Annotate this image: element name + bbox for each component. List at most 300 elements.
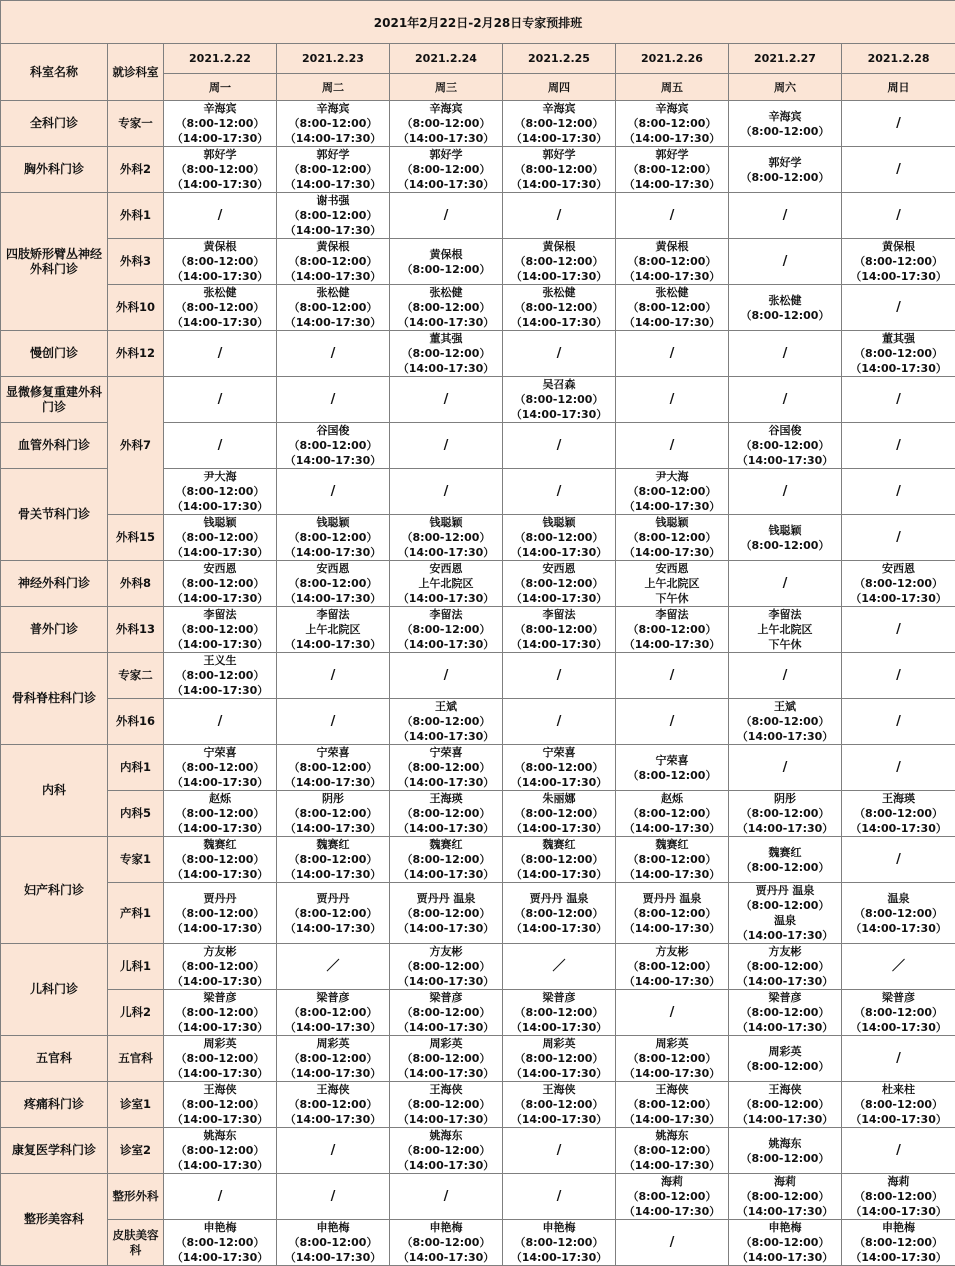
schedule-cell [390,193,503,239]
schedule-cell [503,653,616,699]
schedule-time: （14:00-17:30） [277,177,389,192]
doctor-name: / [616,1235,728,1250]
schedule-time: （8:00-12:00） [503,254,615,269]
doctor-name: / [164,1189,276,1204]
schedule-time: （8:00-12:00） [390,959,502,974]
schedule-time: （8:00-12:00） [729,714,841,729]
schedule-time: （8:00-12:00） [503,852,615,867]
schedule-time: （14:00-17:30） [842,1250,955,1265]
schedule-cell [842,377,955,423]
schedule-time: 下午休 [616,591,728,606]
schedule-time: （8:00-12:00） [729,806,841,821]
doctor-name: / [390,438,502,453]
schedule-time: （8:00-12:00） [616,1189,728,1204]
schedule-cell [842,515,955,561]
schedule-time: （14:00-17:30） [390,131,502,146]
room-name: 内科1 [108,745,164,791]
schedule-time: （8:00-12:00） [390,1097,502,1112]
schedule-cell [729,147,842,193]
schedule-time: （14:00-17:30） [842,1112,955,1127]
schedule-cell [164,745,277,791]
schedule-time: （8:00-12:00） [842,1097,955,1112]
schedule-time: （8:00-12:00） [390,622,502,637]
doctor-name: 谷国俊 [277,423,389,438]
schedule-cell [729,515,842,561]
schedule-cell [277,990,390,1036]
doctor-name: 李留法 [616,607,728,622]
schedule-time: （8:00-12:00） [729,1059,841,1074]
dept-name: 血管外科门诊 [1,423,108,469]
doctor-name: 钱聪颖 [616,515,728,530]
doctor-name: 郭好学 [616,147,728,162]
schedule-time: （8:00-12:00） [277,1051,389,1066]
doctor-name: 方友彬 [729,944,841,959]
schedule-cell [503,1220,616,1266]
doctor-name: 梁普彦 [164,990,276,1005]
schedule-time: （8:00-12:00） [277,116,389,131]
schedule-cell [616,837,729,883]
schedule-cell [277,791,390,837]
schedule-cell [277,653,390,699]
doctor-name: / [616,208,728,223]
doctor-name: 周彩英 [616,1036,728,1051]
schedule-time: （14:00-17:30） [277,269,389,284]
dept-name: 内科 [1,745,108,837]
doctor-name: / [616,438,728,453]
schedule-time: （8:00-12:00） [616,530,728,545]
schedule-cell [503,990,616,1036]
schedule-time: （8:00-12:00） [729,124,841,139]
schedule-cell [277,101,390,147]
room-name: 外科7 [108,377,164,515]
schedule-time: （8:00-12:00） [164,1143,276,1158]
dept-name: 儿科门诊 [1,944,108,1036]
schedule-time: （14:00-17:30） [616,499,728,514]
schedule-cell [729,653,842,699]
schedule-time: （8:00-12:00） [164,484,276,499]
schedule-time: （14:00-17:30） [390,1250,502,1265]
schedule-time: （8:00-12:00） [842,576,955,591]
doctor-name: / [277,714,389,729]
schedule-cell [164,883,277,944]
dept-header: 科室名称 [1,44,108,101]
schedule-cell [842,1036,955,1082]
dept-name: 慢创门诊 [1,331,108,377]
doctor-name: / [842,530,955,545]
schedule-row [1,331,955,377]
schedule-time: （14:00-17:30） [164,775,276,790]
schedule-row [1,607,955,653]
doctor-name: / [503,668,615,683]
doctor-name: 王义生 [164,653,276,668]
schedule-time: （8:00-12:00） [164,254,276,269]
schedule-time: （14:00-17:30） [390,545,502,560]
schedule-time: （14:00-17:30） [503,545,615,560]
date-header: 2021.2.28 [842,44,955,74]
weekday-header: 周五 [616,74,729,101]
schedule-cell [842,1220,955,1266]
schedule-time: （14:00-17:30） [503,1066,615,1081]
schedule-cell [277,331,390,377]
schedule-time: （8:00-12:00） [616,959,728,974]
schedule-time: （8:00-12:00） [729,1235,841,1250]
doctor-name: / [390,1189,502,1204]
doctor-name: 阴彤 [729,791,841,806]
schedule-cell [277,193,390,239]
doctor-name: 魏赛红 [390,837,502,852]
schedule-cell [842,469,955,515]
doctor-name: 魏赛红 [277,837,389,852]
schedule-time: （14:00-17:30） [729,1112,841,1127]
schedule-cell [729,331,842,377]
schedule-time: （14:00-17:30） [616,315,728,330]
schedule-row [1,285,955,331]
schedule-time: （8:00-12:00） [729,438,841,453]
schedule-time: （14:00-17:30） [729,974,841,989]
schedule-time: （14:00-17:30） [390,315,502,330]
schedule-time: （8:00-12:00） [842,1005,955,1020]
schedule-time: （14:00-17:30） [164,974,276,989]
schedule-row [1,699,955,745]
dept-name: 普外门诊 [1,607,108,653]
schedule-time: （8:00-12:00） [277,576,389,591]
doctor-name: 张松健 [277,285,389,300]
doctor-name: 黄保根 [390,247,502,262]
doctor-name: 李留法 [729,607,841,622]
schedule-time: （14:00-17:30） [277,131,389,146]
doctor-name: 王海侠 [729,1082,841,1097]
schedule-cell [729,469,842,515]
doctor-name: / [277,1143,389,1158]
doctor-name: / [277,1189,389,1204]
room-name: 外科13 [108,607,164,653]
doctor-name: 辛海宾 [164,101,276,116]
schedule-cell [729,1082,842,1128]
schedule-cell [616,423,729,469]
schedule-row [1,101,955,147]
schedule-time: （14:00-17:30） [616,867,728,882]
schedule-time: （14:00-17:30） [616,1112,728,1127]
doctor-name: 王海侠 [277,1082,389,1097]
doctor-name: / [842,714,955,729]
schedule-cell [729,239,842,285]
schedule-time: （8:00-12:00） [616,1097,728,1112]
doctor-name: 姚海东 [390,1128,502,1143]
doctor-name: 钱聪颖 [729,523,841,538]
schedule-time: （8:00-12:00） [842,1189,955,1204]
schedule-row [1,1082,955,1128]
doctor-name: 申艳梅 [164,1220,276,1235]
doctor-name: 安西恩 [390,561,502,576]
schedule-time: （14:00-17:30） [390,591,502,606]
schedule-time: （8:00-12:00） [616,852,728,867]
date-header: 2021.2.24 [390,44,503,74]
schedule-time: （8:00-12:00） [503,530,615,545]
schedule-cell [164,101,277,147]
schedule-time: （14:00-17:30） [164,177,276,192]
schedule-time: （14:00-17:30） [503,591,615,606]
doctor-name: 安西恩 [277,561,389,576]
doctor-name: / [503,438,615,453]
doctor-name: 姚海东 [616,1128,728,1143]
schedule-row [1,193,955,239]
doctor-name: 尹大海 [616,469,728,484]
room-name: 皮肤美容科 [108,1220,164,1266]
doctor-name: 温泉 [842,891,955,906]
room-name: 外科3 [108,239,164,285]
schedule-time: （14:00-17:30） [842,591,955,606]
schedule-cell [842,699,955,745]
doctor-name: 郭好学 [390,147,502,162]
schedule-cell [729,377,842,423]
doctor-name: / [842,392,955,407]
doctor-name: 黄保根 [164,239,276,254]
schedule-cell [729,285,842,331]
schedule-time: （14:00-17:30） [503,637,615,652]
schedule-time: （14:00-17:30） [842,1204,955,1219]
schedule-time: （14:00-17:30） [390,1020,502,1035]
schedule-cell [164,193,277,239]
schedule-time: 上午北院区 [390,576,502,591]
schedule-row [1,377,955,423]
schedule-cell [164,239,277,285]
doctor-name: / [503,484,615,499]
schedule-time: （8:00-12:00） [842,1235,955,1250]
doctor-name: 周彩英 [390,1036,502,1051]
doctor-name: 方友彬 [616,944,728,959]
schedule-time: （8:00-12:00） [503,392,615,407]
schedule-time: （8:00-12:00） [164,1005,276,1020]
schedule-cell [164,1082,277,1128]
room-name: 专家一 [108,101,164,147]
doctor-name: / [616,1005,728,1020]
schedule-cell [503,1036,616,1082]
schedule-time: 上午北院区 [729,622,841,637]
doctor-name: 王海侠 [616,1082,728,1097]
schedule-cell [164,515,277,561]
schedule-cell [503,791,616,837]
schedule-time: （14:00-17:30） [390,974,502,989]
schedule-cell [842,101,955,147]
schedule-time: （14:00-17:30） [390,775,502,790]
schedule-time: （14:00-17:30） [277,1066,389,1081]
schedule-cell [842,990,955,1036]
schedule-cell [503,193,616,239]
doctor-name: / [729,254,841,269]
schedule-row [1,1174,955,1220]
doctor-name: 张松健 [164,285,276,300]
schedule-time: （8:00-12:00） [164,1235,276,1250]
schedule-time: （8:00-12:00） [164,959,276,974]
doctor-name: / [503,346,615,361]
schedule-cell [277,745,390,791]
schedule-cell [729,101,842,147]
doctor-name: 王斌 [729,699,841,714]
schedule-time: （14:00-17:30） [503,269,615,284]
doctor-name: 安西恩 [616,561,728,576]
schedule-time: （8:00-12:00） [729,898,841,913]
schedule-time: （8:00-12:00） [616,484,728,499]
schedule-time: （8:00-12:00） [616,768,728,783]
schedule-time: （8:00-12:00） [277,760,389,775]
schedule-time: （8:00-12:00） [164,162,276,177]
doctor-name: 张松健 [729,293,841,308]
schedule-time: （14:00-17:30） [729,821,841,836]
doctor-name: / [842,852,955,867]
schedule-time: （14:00-17:30） [390,637,502,652]
doctor-name: 申艳梅 [842,1220,955,1235]
date-header: 2021.2.22 [164,44,277,74]
schedule-time: （14:00-17:30） [503,315,615,330]
schedule-time: （8:00-12:00） [390,906,502,921]
schedule-time: （8:00-12:00） [390,262,502,277]
schedule-cell [729,1174,842,1220]
schedule-time: （8:00-12:00） [729,959,841,974]
dept-name: 疼痛科门诊 [1,1082,108,1128]
schedule-cell [277,837,390,883]
doctor-name: / [729,346,841,361]
doctor-name: 宁荣喜 [164,745,276,760]
schedule-time: （14:00-17:30） [164,131,276,146]
schedule-time: （14:00-17:30） [277,1250,389,1265]
schedule-cell [503,561,616,607]
schedule-cell [616,699,729,745]
doctor-name: 宁荣喜 [277,745,389,760]
schedule-row [1,791,955,837]
schedule-time: （8:00-12:00） [729,860,841,875]
schedule-time: （8:00-12:00） [164,1097,276,1112]
schedule-time: （8:00-12:00） [164,806,276,821]
doctor-name: 王海瑛 [390,791,502,806]
dept-name: 全科门诊 [1,101,108,147]
schedule-time: （14:00-17:30） [390,821,502,836]
schedule-cell [390,1082,503,1128]
doctor-name: 周彩英 [164,1036,276,1051]
schedule-cell [390,699,503,745]
schedule-cell [616,101,729,147]
schedule-time: （14:00-17:30） [277,921,389,936]
schedule-cell [277,944,390,990]
schedule-time: （8:00-12:00） [729,1189,841,1204]
schedule-cell [729,1220,842,1266]
schedule-cell [616,990,729,1036]
dept-name: 整形美容科 [1,1174,108,1266]
schedule-time: （8:00-12:00） [729,308,841,323]
schedule-time: （8:00-12:00） [616,906,728,921]
schedule-cell [390,101,503,147]
schedule-time: （8:00-12:00） [390,1051,502,1066]
schedule-time: （14:00-17:30） [277,223,389,238]
doctor-name: 安西恩 [503,561,615,576]
schedule-time: （8:00-12:00） [503,162,615,177]
schedule-cell [616,377,729,423]
doctor-name: 黄保根 [616,239,728,254]
doctor-name: / [842,668,955,683]
schedule-cell [729,1128,842,1174]
schedule-row [1,1220,955,1266]
schedule-cell [164,1128,277,1174]
schedule-row [1,944,955,990]
room-name: 整形外科 [108,1174,164,1220]
doctor-name: 宁荣喜 [390,745,502,760]
doctor-name: 王斌 [390,699,502,714]
schedule-time: （8:00-12:00） [164,622,276,637]
schedule-time: （14:00-17:30） [729,1020,841,1035]
schedule-time: （14:00-17:30） [164,315,276,330]
schedule-time: （14:00-17:30） [164,821,276,836]
schedule-time: （8:00-12:00） [503,622,615,637]
schedule-time: （8:00-12:00） [503,906,615,921]
schedule-cell [277,1128,390,1174]
schedule-time: （14:00-17:30） [503,1112,615,1127]
schedule-time: （14:00-17:30） [616,1204,728,1219]
schedule-cell [616,791,729,837]
doctor-name: 吴召森 [503,377,615,392]
schedule-row [1,239,955,285]
schedule-cell [390,990,503,1036]
schedule-time: （14:00-17:30） [390,921,502,936]
schedule-cell [729,883,842,944]
schedule-cell [390,1036,503,1082]
schedule-row [1,837,955,883]
schedule-cell [842,561,955,607]
schedule-row [1,147,955,193]
schedule-time: （8:00-12:00） [390,714,502,729]
schedule-time: （14:00-17:30） [842,821,955,836]
doctor-name: / [164,438,276,453]
title-row [1,1,955,44]
room-name: 产科1 [108,883,164,944]
doctor-name: 申艳梅 [390,1220,502,1235]
schedule-cell [277,1220,390,1266]
schedule-cell [616,1036,729,1082]
doctor-name: / [390,208,502,223]
schedule-time: （8:00-12:00） [503,576,615,591]
schedule-cell [390,377,503,423]
schedule-cell [503,515,616,561]
schedule-cell [842,791,955,837]
doctor-name: 梁普彦 [729,990,841,1005]
dept-name: 神经外科门诊 [1,561,108,607]
schedule-time: （8:00-12:00） [390,300,502,315]
schedule-time: （14:00-17:30） [390,1066,502,1081]
schedule-time: （8:00-12:00） [503,300,615,315]
schedule-time: （14:00-17:30） [729,729,841,744]
schedule-time: （8:00-12:00） [729,170,841,185]
doctor-name: 梁普彦 [503,990,615,1005]
doctor-name: / [729,392,841,407]
schedule-cell [277,423,390,469]
schedule-time: （14:00-17:30） [616,1066,728,1081]
room-name: 外科8 [108,561,164,607]
schedule-time: （8:00-12:00） [164,1051,276,1066]
doctor-name: / [842,116,955,131]
weekday-header: 周六 [729,74,842,101]
room-name: 内科5 [108,791,164,837]
doctor-name: / [503,714,615,729]
schedule-time: （8:00-12:00） [277,530,389,545]
schedule-time: （8:00-12:00） [164,668,276,683]
doctor-name: / [842,622,955,637]
doctor-name: / [164,208,276,223]
schedule-time: （8:00-12:00） [164,906,276,921]
schedule-cell [503,331,616,377]
schedule-time: （8:00-12:00） [729,1151,841,1166]
schedule-cell [503,285,616,331]
doctor-name: 谷国俊 [729,423,841,438]
doctor-name: 董其强 [842,331,955,346]
date-header: 2021.2.27 [729,44,842,74]
